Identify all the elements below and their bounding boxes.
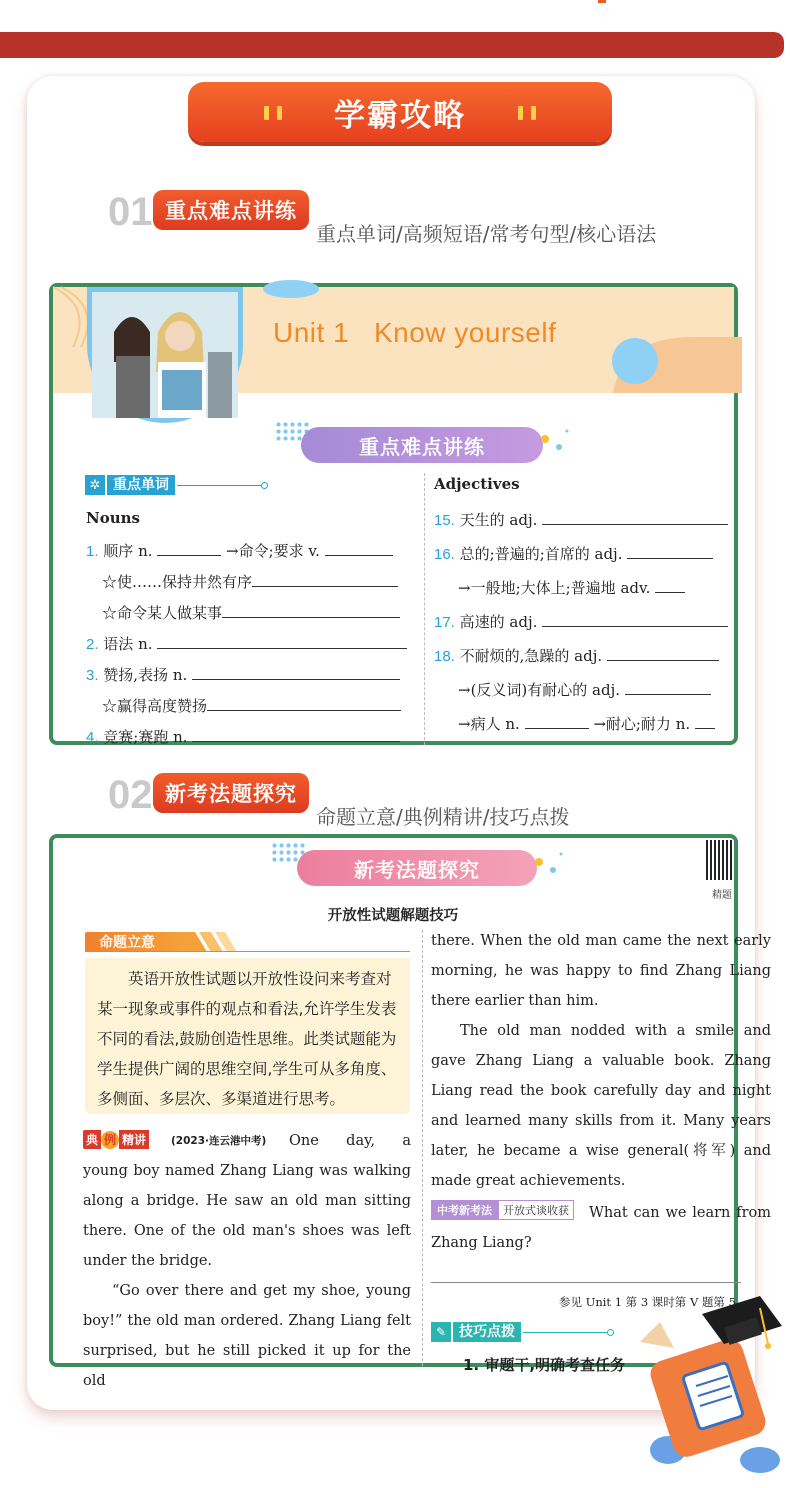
tick-left-icon <box>264 106 282 120</box>
story-left-1: One day, a young boy named Zhang Liang was walking along a bridge. He saw an old man sitting there. One of the old man's shoes was left under the bridge. <box>83 1133 411 1269</box>
vocab-row: ☆使……保持井然有序 <box>102 571 398 592</box>
skill-first-item: 1. 审题干,明确考查任务 <box>463 1356 626 1374</box>
students-photo <box>87 287 243 423</box>
banner-title: 学霸攻略 <box>334 97 466 134</box>
section1-number: 01 <box>108 190 153 234</box>
vocab-row: 18. 不耐烦的,急躁的 adj. <box>434 645 719 666</box>
qr-code-icon[interactable] <box>706 840 732 880</box>
note-rule <box>85 951 410 952</box>
vocab-row: 4. 竞赛;赛跑 n. <box>86 726 400 747</box>
column-divider <box>422 930 423 1366</box>
tick-right-icon <box>518 106 536 120</box>
example-source: (2023·连云港中考) <box>171 1135 267 1147</box>
vocab-row: ☆命令某人做某事 <box>102 602 400 623</box>
unit-title: Unit 1 Know yourself <box>273 317 557 348</box>
top-red-bar <box>0 32 784 58</box>
vocab-tag-label: 重点单词 <box>107 475 175 495</box>
vocab-row: ☆赢得高度赞扬 <box>102 695 401 716</box>
vocab-row: 17. 高速的 adj. <box>434 611 728 632</box>
main-banner <box>188 82 612 142</box>
story-right-1: there. When the old man came the next early morning, he was happy to find Zhang Liang there earlier than him. <box>431 933 771 1009</box>
vocab-tag-icon: ✲ <box>85 475 105 495</box>
example-tag-3: 精讲 <box>119 1130 149 1149</box>
sparkle-icon <box>533 848 573 878</box>
vocab-row: →一般地;大体上;普遍地 adv. <box>458 577 685 598</box>
skill-tag-label: 技巧点拨 <box>453 1322 521 1342</box>
note-text: 英语开放性试题以开放性设问来考查对某一现象或事件的观点和看法,允许学生发表不同的看法,鼓励创造性思维。此类试题能为学生提供广阔的思维空间,学生可从多角度、多侧面、多层次、多渠道进行思考。 <box>85 958 410 1114</box>
story-right-2: The old man nodded with a smile and gave Zhang Liang a valuable book. Zhang Liang read the book carefully day and night and learned many skills from it. Many years later, he became a wise general(将军) and made great achievements. <box>431 1023 771 1189</box>
vocab-row: 15. 天生的 adj. <box>434 509 728 530</box>
new-exam-tag-2: 开放式谈收获 <box>498 1200 574 1220</box>
sparkle-icon <box>539 425 579 455</box>
section2-label: 新考法题探究 <box>153 773 309 813</box>
panel2-subtitle: 新考法题探究 <box>297 850 537 886</box>
panel1-subtitle: 重点难点讲练 <box>301 427 543 463</box>
example-tag-1: 典 <box>83 1130 101 1149</box>
adjectives-heading: Adjectives <box>434 475 520 493</box>
vocab-row: 1. 顺序 n. →命令;要求 v. <box>86 540 393 561</box>
section1-label: 重点难点讲练 <box>153 190 309 230</box>
nouns-heading: Nouns <box>86 509 140 527</box>
vocab-tag <box>85 475 268 495</box>
column-divider <box>424 473 425 745</box>
tag-line <box>523 1332 607 1333</box>
tag-dot <box>607 1329 614 1336</box>
students-photo-icon <box>92 292 238 418</box>
example-tag-2: 例 <box>101 1131 119 1149</box>
skill-tag <box>431 1322 614 1342</box>
vocab-row: →(反义词)有耐心的 adj. <box>458 679 711 700</box>
new-exam-tag-1: 中考新考法 <box>431 1200 498 1220</box>
tag-dot <box>261 482 268 489</box>
vocab-row: 3. 赞扬,表扬 n. <box>86 664 400 685</box>
vocab-row: 16. 总的;普遍的;首席的 adj. <box>434 543 713 564</box>
section1-subtitle: 重点单词/高频短语/常考句型/核心语法 <box>316 222 657 246</box>
pencil-icon: ✎ <box>431 1322 451 1342</box>
reference-note: 参见 Unit 1 第 3 课时第 V 题第 5 <box>559 1295 736 1309</box>
tag-line <box>177 485 261 486</box>
vocab-row: →病人 n. →耐心;耐力 n. <box>458 713 715 734</box>
note-tab-stripes-icon <box>181 932 251 952</box>
unit-preview-panel <box>49 283 738 745</box>
article-heading: 开放性试题解题技巧 <box>327 908 459 924</box>
ref-rule <box>431 1282 741 1283</box>
note-tab: 命题立意 <box>85 932 183 952</box>
top-accent <box>598 0 606 3</box>
question-text: What can we learn from Zhang Liang? <box>431 1205 771 1251</box>
section2-subtitle: 命题立意/典例精讲/技巧点拨 <box>316 805 570 829</box>
graduate-pencil-mascot-icon <box>630 1288 790 1488</box>
story-left-2: “Go over there and get my shoe, young boy!” the old man ordered. Zhang Liang felt surprised, but he still picked it up for the old <box>83 1283 411 1389</box>
qr-label: 精题 <box>712 890 732 901</box>
vocab-row: 2. 语法 n. <box>86 633 407 654</box>
section2-number: 02 <box>108 773 153 817</box>
